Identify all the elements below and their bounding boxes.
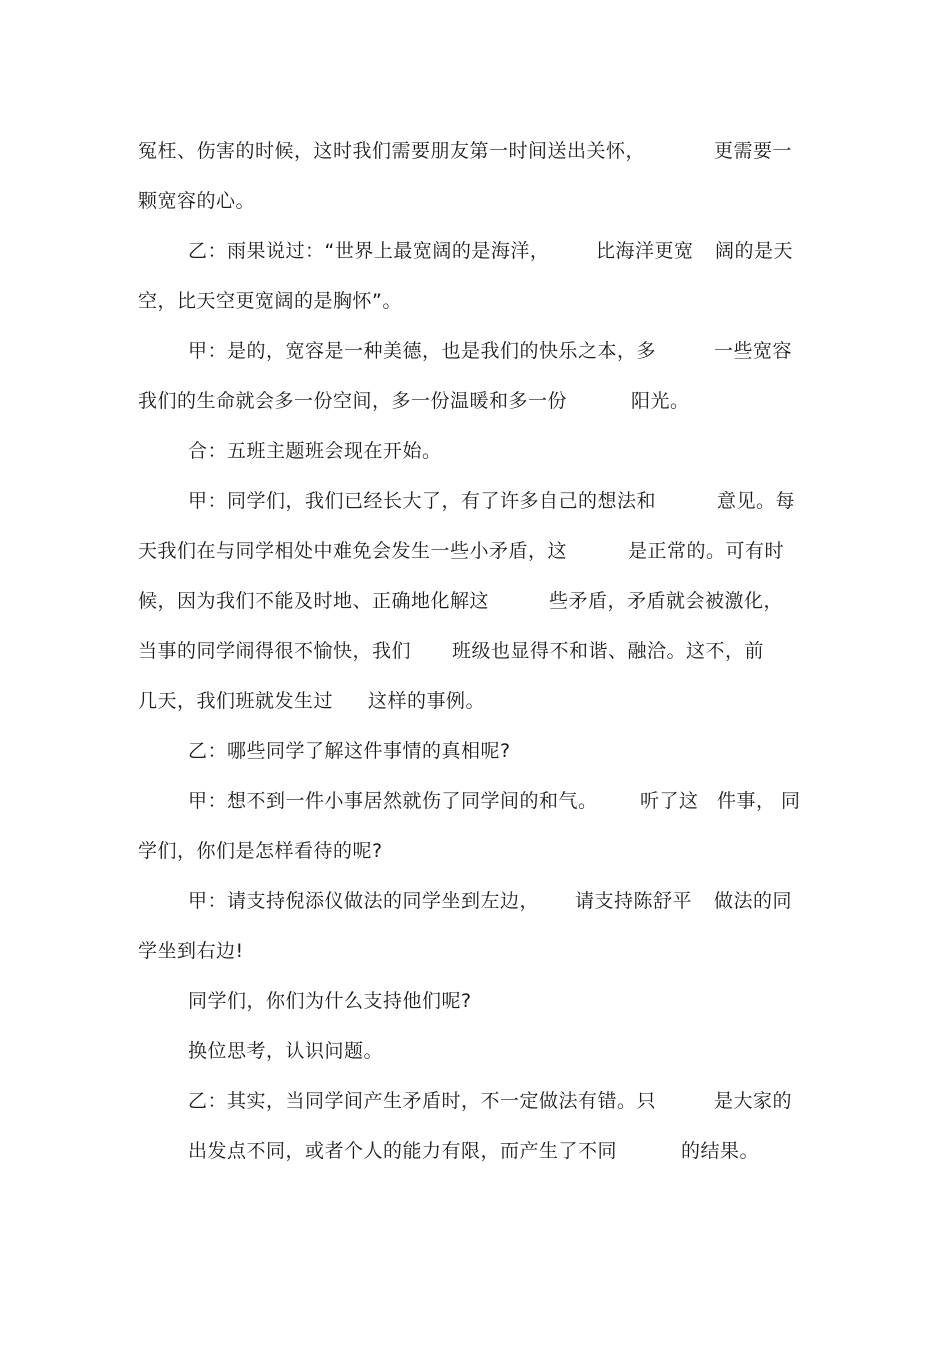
text-segment: 合：五班主题班会现在开始。 (188, 440, 442, 462)
text-segment: 更需要一 (714, 140, 793, 162)
text-segment: 出发点不同，或者个人的能力有限，而产生了不同 (188, 1140, 618, 1162)
text-segment: 天我们在与同学相处中难免会发生一些小矛盾，这 (138, 540, 568, 562)
text-segment: 当事的同学闹得很不愉快，我们 (138, 640, 412, 662)
text-segment: 学们，你们是怎样看待的呢? (138, 840, 383, 862)
text-segment: 阳光。 (631, 390, 690, 412)
text-segment: 空，比天空更宽阔的是胸怀”。 (138, 290, 402, 312)
text-segment: 我们的生命就会多一份空间，多一份温暖和多一份 (138, 390, 568, 412)
text-segment: 颗宽容的心。 (138, 190, 256, 212)
text-line-21 (188, 1139, 760, 1235)
text-segment: 请支持陈舒平 (575, 890, 693, 912)
text-line-4 (138, 289, 402, 361)
text-segment: 是大家的 (714, 1090, 793, 1112)
text-line-17 (138, 939, 244, 1011)
text-segment: 同 (781, 790, 801, 812)
text-segment: 这样的事例。 (368, 690, 486, 712)
text-segment: 意见。每 (717, 490, 796, 512)
text-segment: 甲：请支持倪添仪做法的同学坐到左边， (188, 890, 540, 912)
text-segment: 的结果。 (681, 1140, 760, 1162)
text-segment: 甲：是的，宽容是一种美德，也是我们的快乐之本，多 (188, 340, 657, 362)
text-segment: 乙：哪些同学了解这件事情的真相呢? (188, 740, 511, 762)
text-segment: 几天，我们班就发生过 (138, 690, 334, 712)
text-segment: 听了这 (640, 790, 699, 812)
text-segment: 换位思考，认识问题。 (188, 1040, 384, 1062)
text-segment: 学坐到右边! (138, 940, 244, 962)
text-segment: 甲：同学们，我们已经长大了，有了许多自己的想法和 (188, 490, 657, 512)
text-segment: 同学们，你们为什么支持他们呢? (188, 990, 472, 1012)
text-segment: 是正常的。可有时 (628, 540, 785, 562)
text-segment: 乙：其实，当同学间产生矛盾时，不一定做法有错。只 (188, 1090, 657, 1112)
text-segment: 件事， (717, 790, 776, 812)
text-segment: 班级也显得不和谐、融洽。这不，前 (452, 640, 765, 662)
text-segment: 候，因为我们不能及时地、正确地化解这 (138, 590, 490, 612)
text-segment: 做法的同 (714, 890, 793, 912)
text-line-2 (138, 189, 256, 261)
text-segment: 比海洋更宽 (596, 240, 694, 262)
text-segment: 冤枉、伤害的时候，这时我们需要朋友第一时间送出关怀， (138, 140, 646, 162)
text-segment: 一些宽容 (714, 340, 793, 362)
text-segment: 乙：雨果说过：“世界上最宽阔的是海洋， (188, 240, 550, 262)
text-segment: 阔的是天 (715, 240, 794, 262)
text-segment: 甲：想不到一件小事居然就伤了同学间的和气。 (188, 790, 598, 812)
text-segment: 些矛盾，矛盾就会被激化， (549, 590, 784, 612)
